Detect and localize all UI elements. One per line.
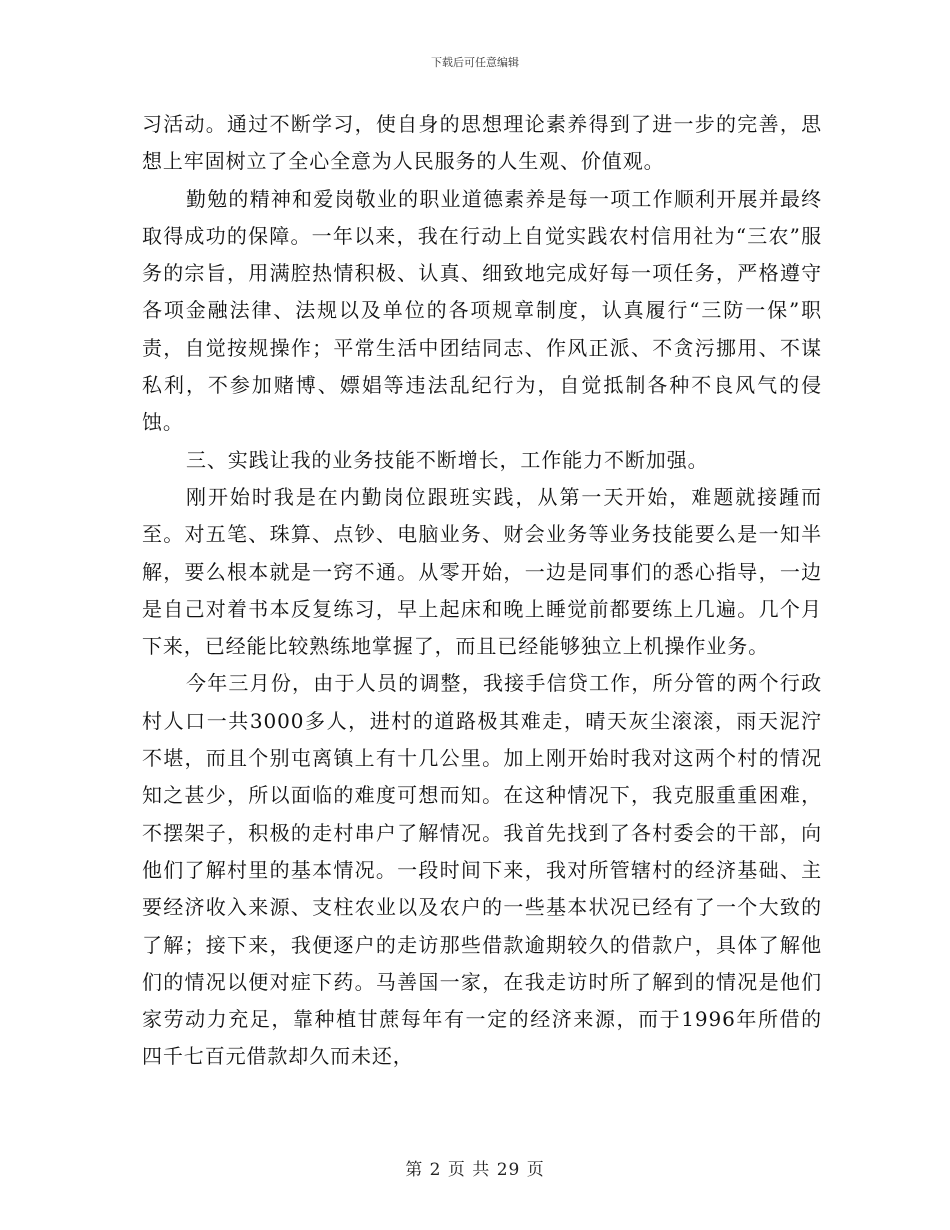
paragraph: 刚开始时我是在内勤岗位跟班实践，从第一天开始，难题就接踵而至。对五笔、珠算、点钞、电脑业务、财会业务等业务技能要么是一知半解，要么根本就是一窍不通。从零开始，一边是同事们的悉心指导，一边是自己对着书本反复练习，早上起床和晚上睡觉前都要练上几遍。几个月下来，已经能比较熟练地掌握了，而且已经能够独立上机操作业务。: [142, 484, 822, 659]
paragraph: 勤勉的精神和爱岗敬业的职业道德素养是每一项工作顺利开展并最终取得成功的保障。一年以来，我在行动上自觉实践农村信用社为“三农”服务的宗旨，用满腔热情积极、认真、细致地完成好每一项任务，严格遵守各项金融法律、法规以及单位的各项规章制度，认真履行“三防一保”职责，自觉按规操作；平常生活中团结同志、作风正派、不贪污挪用、不谋私利，不参加赌博、嫖娼等违法乱纪行为，自觉抵制各种不良风气的侵蚀。: [142, 186, 822, 435]
page-header-note: 下载后可任意编辑: [431, 56, 519, 69]
paragraph: 习活动。通过不断学习，使自身的思想理论素养得到了进一步的完善，思想上牢固树立了全心全意为人民服务的人生观、价值观。: [142, 112, 822, 174]
page-number-footer: 第 2 页 共 29 页: [405, 1160, 545, 1180]
document-body: [142, 106, 822, 1076]
paragraph: 今年三月份，由于人员的调整，我接手信贷工作，所分管的两个行政村人口一共3000多人，进村的道路极其难走，晴天灰尘滚滚，雨天泥泞不堪，而且个别屯离镇上有十几公里。加上刚开始时我对这两个村的情况知之甚少，所以面临的难度可想而知。在这种情况下，我克服重重困难，不摆架子，积极的走村串户了解情况。我首先找到了各村委会的干部，向他们了解村里的基本情况。一段时间下来，我对所管辖村的经济基础、主要经济收入来源、支柱农业以及农户的一些基本状况已经有了一个大致的了解；接下来，我便逐户的走访那些借款逾期较久的借款户，具体了解他们的情况以便对症下药。马善国一家，在我走访时所了解到的情况是他们家劳动力充足，靠种植甘蔗每年有一定的经济来源，而于1996年所借的四千七百元借款却久而未还，: [142, 671, 822, 1069]
section-heading: 三、实践让我的业务技能不断增长，工作能力不断加强。: [186, 447, 709, 472]
